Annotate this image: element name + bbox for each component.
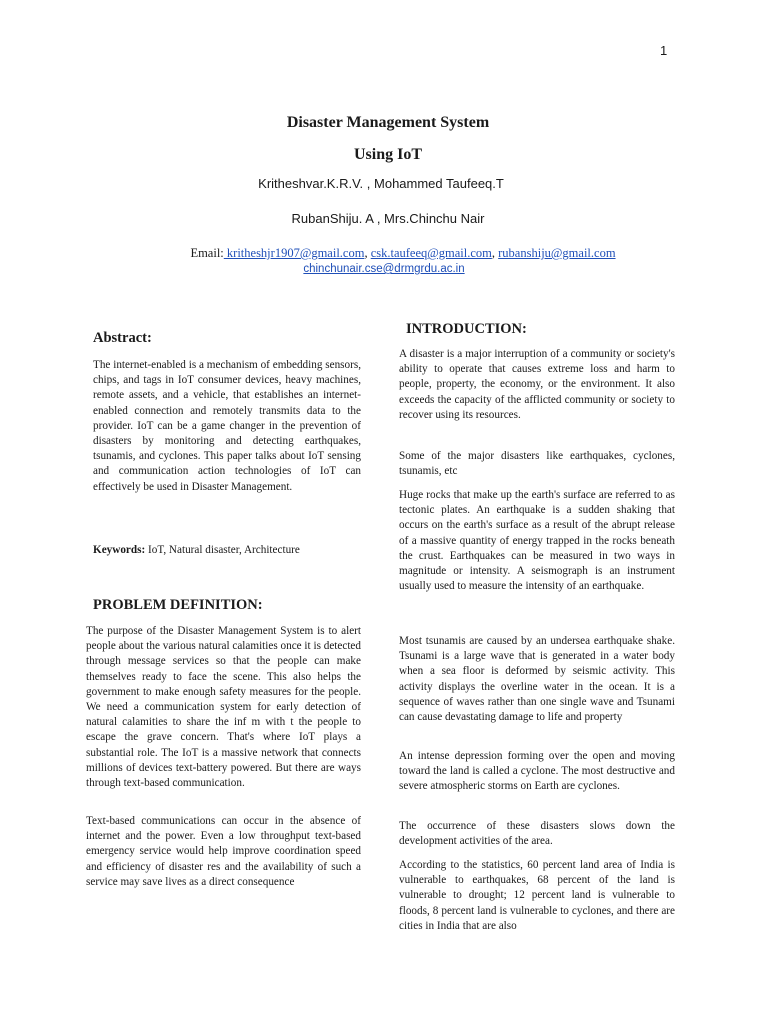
email-separator: , — [491, 246, 499, 260]
introduction-para5: An intense depression forming over the open and moving toward the land is called a cyclone. The most destructive and severe atmospheric storms on Earth are cyclones. — [399, 750, 675, 793]
introduction-para4: Most tsunamis are caused by an undersea earthquake shake. Tsunami is a large wave that is generated in a water body when a sea floor is deformed by seismic activity. This activity displays the overline water in the ocean. It is a sequence of waves rather than one single wave and Tsunami can cause devastating damage to life and property — [399, 635, 675, 724]
authors-line2: RubanShiju. A , Mrs.Chinchu Nair — [291, 211, 485, 226]
email-label: Email: — [190, 246, 224, 260]
email-link-2[interactable]: csk.taufeeq@gmail.com — [370, 246, 492, 260]
email-link-3[interactable]: rubanshiju@gmail.com — [498, 246, 616, 260]
introduction-para1: A disaster is a major interruption of a community or society's ability to operate that causes extreme loss and harm to people, property, the economy, or the environment. It also exceeds the capacity of the afflicted community or society to recover using its resources. — [399, 348, 675, 421]
problem-definition-para1: The purpose of the Disaster Management System is to alert people about the various natural calamities once it is detected through message services so that the people can make themselves ready to face the scene. This also helps the government to make enough safety measures for the people. We need a communication system for early detection of natural calamities to share the inf m with t the people to escape the grave concern. That's where IoT plays a substantial role. The IoT is a massive network that connects millions of devices text-battery powered. But there are ways through text-based communication. — [86, 625, 361, 790]
email-link-1[interactable]: kritheshjr1907@gmail.com — [223, 246, 365, 260]
email-line — [0, 246, 768, 261]
abstract-text: The internet-enabled is a mechanism of embedding sensors, chips, and tags in IoT consumer devices, heavy machines, remote assets, and a vehicle, that establishes an internet-enabled connection and remotely transmits data to the provider. IoT can be a game changer in the prevention of disasters by monitoring and detecting earthquakes, tsunamis, and cyclones. This paper talks about IoT sensing and communication action technologies of IoT can effectively be used in Disaster Management. — [93, 359, 361, 493]
introduction-heading: INTRODUCTION: — [406, 321, 527, 337]
introduction-para2: Some of the major disasters like earthquakes, cyclones, tsunamis, etc — [399, 450, 675, 478]
page-number: 1 — [660, 43, 668, 58]
authors-line1: Kritheshvar.K.R.V. , Mohammed Taufeeq.T — [258, 176, 504, 191]
introduction-para3: Huge rocks that make up the earth's surface are referred to as tectonic plates. An earthquake is a sudden shaking that occurs on the earth's surface as a result of the abrupt release of a massive quantity of energy trapped in the rocks beneath the crust. Earthquakes can be measured in two ways in magnitude or intensity. A seismograph is an instrument usually used to measure the intensity of an earthquake. — [399, 489, 675, 593]
keywords-label: Keywords: — [93, 544, 146, 556]
paper-title-line1: Disaster Management System — [286, 114, 490, 131]
introduction-para6: The occurrence of these disasters slows down the development activities of the area. — [399, 820, 675, 848]
problem-definition-para2: Text-based communications can occur in the absence of internet and the power. Even a low throughput text-based emergency service would help improve coordination speed and efficiency of disaster res and the availability of such a service may save lives as a direct consequence — [86, 815, 361, 888]
email-link-4[interactable]: chinchunair.cse@drmgrdu.ac.in — [303, 263, 465, 275]
keywords-line — [93, 543, 361, 558]
email-separator: , — [364, 246, 371, 260]
paper-title-line2: Using IoT — [353, 146, 423, 163]
keywords-text: IoT, Natural disaster, Architecture — [145, 544, 300, 556]
abstract-heading: Abstract: — [93, 330, 152, 346]
introduction-para7: According to the statistics, 60 percent land area of India is vulnerable to earthquakes, 68 percent of the land is vulnerable to drought; 12 percent land is vulnerable to floods, 8 percent land is vulnerable to cyclones, and there are cities in India that are also — [399, 859, 675, 932]
problem-definition-heading: PROBLEM DEFINITION: — [93, 597, 263, 613]
